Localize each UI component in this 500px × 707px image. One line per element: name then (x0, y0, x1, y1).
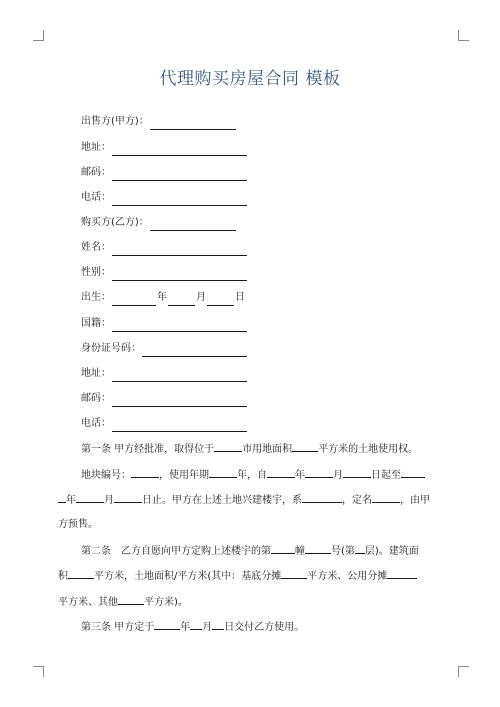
seller-phone-row (81, 190, 248, 206)
birth-year-text: 年 (157, 292, 167, 303)
buyer-nationality-label: 国籍： (81, 318, 111, 329)
seller-postcode-row (81, 165, 248, 181)
buyer-nationality-row (81, 316, 248, 332)
buyer-postcode-row (81, 391, 248, 407)
a1-text: 第一条 甲方经批准，取得位于 (81, 444, 215, 455)
public-share-blank[interactable] (387, 568, 417, 579)
buyer-birth-row (81, 290, 245, 306)
a1-text: 年 (295, 470, 305, 481)
a2-text: 平方米、其他 (58, 597, 118, 608)
base-share-blank[interactable] (281, 568, 307, 579)
building-area-blank[interactable] (68, 568, 94, 579)
a2-text: 积 (58, 571, 68, 582)
buyer-blank[interactable] (150, 219, 236, 231)
article-2-line-3 (58, 594, 188, 611)
seller-address-row (81, 140, 248, 156)
buyer-gender-blank[interactable] (112, 269, 247, 281)
plot-number-blank[interactable] (131, 467, 159, 478)
a3-text: 第三条 甲方定于 (81, 622, 155, 633)
floor-blank[interactable] (355, 543, 365, 554)
article-1-line-2 (81, 467, 425, 484)
land-area-blank[interactable] (292, 441, 318, 452)
crop-mark-top-left (33, 30, 44, 41)
article-2-line-2 (58, 568, 417, 585)
building-number-blank[interactable] (271, 543, 295, 554)
delivery-day-blank[interactable] (212, 619, 224, 630)
seller-postcode-blank[interactable] (112, 169, 247, 181)
a2-text: 号(第 (331, 546, 355, 557)
buyer-address-blank[interactable] (112, 370, 247, 382)
buyer-phone-label: 电话： (81, 418, 111, 429)
a3-text: 月 (202, 622, 213, 633)
a1-text: ，使用年期 (159, 470, 209, 481)
buyer-address-row (81, 366, 248, 382)
document-title: 代理购买房屋合同 模板 (159, 69, 341, 89)
a1-text: 月 (104, 495, 114, 506)
seller-address-label: 地址： (81, 142, 111, 153)
buyer-phone-row (81, 416, 248, 432)
buyer-gender-row (81, 265, 248, 281)
seller-row (81, 114, 237, 130)
unit-number-blank[interactable] (305, 543, 331, 554)
seller-postcode-label: 邮码： (81, 167, 111, 178)
end-day-blank[interactable] (114, 492, 142, 503)
article-1-line-1 (81, 441, 418, 458)
birth-day-text: 日 (235, 292, 245, 303)
seller-phone-label: 电话： (81, 192, 111, 203)
buyer-label: 购买方(乙方)： (81, 217, 149, 228)
seller-address-blank[interactable] (112, 144, 247, 156)
city-blank[interactable] (214, 441, 242, 452)
buyer-id-blank[interactable] (142, 345, 247, 357)
a1-text: ，定名 (342, 495, 372, 506)
a1-text: 平方米的土地使用权。 (318, 444, 419, 455)
birth-month-text: 月 (196, 292, 206, 303)
a1-text: 日起至 (371, 470, 401, 481)
article-3-line-1 (81, 619, 304, 636)
start-month-blank[interactable] (305, 467, 333, 478)
buyer-name-blank[interactable] (112, 244, 247, 256)
buyer-gender-label: 性别： (81, 267, 111, 278)
delivery-month-blank[interactable] (190, 619, 202, 630)
article-1-line-4: 方预售。 (58, 519, 98, 530)
buyer-id-row (81, 341, 248, 357)
article-1-line-3 (58, 492, 430, 509)
a2-text: 第二条 乙方自愿向甲方定购上述楼宇的第 (81, 546, 271, 557)
delivery-year-blank[interactable] (154, 619, 180, 630)
a2-text: 平方米)。 (144, 597, 188, 608)
term-years-blank[interactable] (209, 467, 237, 478)
birth-day-blank[interactable] (207, 294, 234, 306)
seller-label: 出售方(甲方)： (81, 116, 149, 127)
a1-text: 月 (333, 470, 343, 481)
buyer-id-label: 身份证号码： (81, 343, 141, 354)
end-month-blank[interactable] (76, 492, 104, 503)
seller-blank[interactable] (150, 118, 236, 130)
building-name-blank[interactable] (372, 492, 400, 503)
buyer-postcode-label: 邮码： (81, 393, 111, 404)
a3-text: 年 (180, 622, 191, 633)
buyer-name-label: 姓名： (81, 242, 111, 253)
buyer-phone-blank[interactable] (112, 420, 247, 432)
crop-mark-top-right (458, 30, 469, 41)
a2-text: 幢 (295, 546, 305, 557)
end-year-blank-b[interactable] (58, 492, 66, 503)
building-type-blank[interactable] (302, 492, 342, 503)
buyer-postcode-blank[interactable] (112, 395, 247, 407)
other-area-blank[interactable] (118, 594, 144, 605)
a1-text: 市用地面积 (242, 444, 293, 455)
crop-mark-bottom-right (458, 666, 469, 677)
a2-text: 层)。建筑面 (364, 546, 419, 557)
start-year-blank[interactable] (267, 467, 295, 478)
a3-text: 日交付乙方使用。 (224, 622, 305, 633)
seller-phone-blank[interactable] (112, 194, 247, 206)
buyer-address-label: 地址： (81, 368, 111, 379)
birth-year-blank[interactable] (112, 294, 156, 306)
a1-text: 年 (66, 495, 76, 506)
a1-text: 日止。甲方在上述土地兴建楼宇，系 (142, 495, 302, 506)
a2-text: 平方米，土地面积/平方米(其中：基底分摊 (94, 571, 282, 582)
buyer-row (81, 215, 237, 231)
buyer-name-row (81, 240, 248, 256)
end-year-blank-a[interactable] (401, 467, 425, 478)
birth-month-blank[interactable] (168, 294, 195, 306)
buyer-birth-label: 出生： (81, 292, 111, 303)
a2-text: 平方米、公用分摊 (307, 571, 388, 582)
article-2-line-1 (81, 543, 419, 560)
crop-mark-bottom-left (33, 666, 44, 677)
buyer-nationality-blank[interactable] (112, 320, 247, 332)
a1-text: 地块编号： (81, 470, 131, 481)
a1-text: ，由甲 (400, 495, 430, 506)
a1-text: 年，自 (237, 470, 267, 481)
start-day-blank[interactable] (343, 467, 371, 478)
